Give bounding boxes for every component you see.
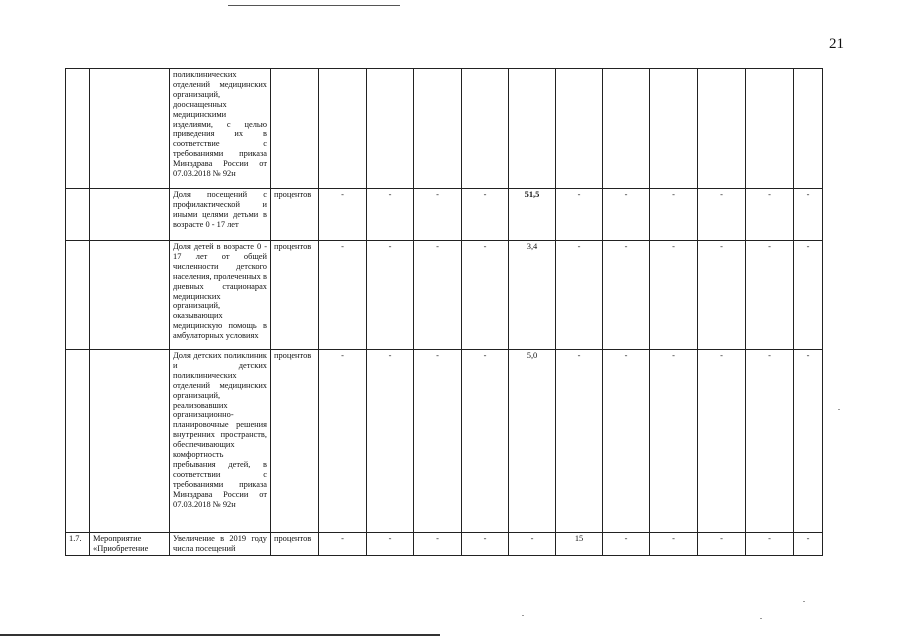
value-cell: - bbox=[650, 241, 698, 350]
value-cell: - bbox=[319, 189, 367, 241]
table-row bbox=[66, 350, 823, 533]
indicator-unit: процентов bbox=[271, 350, 319, 533]
value-cell bbox=[367, 69, 414, 189]
scan-speck bbox=[760, 618, 762, 619]
table-row bbox=[66, 241, 823, 350]
value-cell: - bbox=[509, 533, 556, 556]
value-cell: - bbox=[414, 350, 462, 533]
value-cell: - bbox=[367, 189, 414, 241]
value-cell: - bbox=[794, 241, 823, 350]
value-cell bbox=[650, 69, 698, 189]
indicator-name: Доля посещений с профилактической и иными целями детьми в возрасте 0 - 17 лет bbox=[170, 189, 271, 241]
value-cell: - bbox=[462, 189, 509, 241]
indicator-unit: процентов bbox=[271, 189, 319, 241]
value-cell: - bbox=[462, 350, 509, 533]
value-cell: - bbox=[603, 533, 650, 556]
page-number: 21 bbox=[829, 36, 844, 52]
scan-speck bbox=[522, 615, 524, 616]
value-cell: - bbox=[698, 350, 746, 533]
indicator-name: Доля детских поликлиник и детских поликлинических отделений медицинских организаций, реализовавших организационно-планировочные решения внутренних пространств, обеспечивающих комфортность пребывания детей, в соответствии с требованиями приказа Минздрава России от 07.03.2018 № 92н bbox=[170, 350, 271, 533]
value-cell: - bbox=[367, 241, 414, 350]
value-cell: - bbox=[556, 241, 603, 350]
value-cell bbox=[746, 69, 794, 189]
top-rule bbox=[228, 5, 400, 6]
value-cell bbox=[462, 69, 509, 189]
table-row bbox=[66, 189, 823, 241]
row-index: 1.7. bbox=[66, 533, 90, 556]
value-cell: - bbox=[367, 350, 414, 533]
value-cell: - bbox=[414, 189, 462, 241]
indicator-name: поликлинических отделений медицинских организаций, дооснащенных медицинскими изделиями, с целью приведения их в соответствие с требованиями приказа Минздрава России от 07.03.2018 № 92н bbox=[170, 69, 271, 189]
value-cell: - bbox=[603, 350, 650, 533]
value-cell: - bbox=[556, 350, 603, 533]
value-cell: - bbox=[794, 189, 823, 241]
value-cell: - bbox=[319, 241, 367, 350]
value-cell: - bbox=[462, 533, 509, 556]
indicator-name: Увеличение в 2019 году числа посещений bbox=[170, 533, 271, 556]
row-event bbox=[90, 189, 170, 241]
value-cell bbox=[509, 69, 556, 189]
scan-speck bbox=[803, 601, 805, 602]
row-event bbox=[90, 241, 170, 350]
row-index bbox=[66, 189, 90, 241]
value-cell: 3,4 bbox=[509, 241, 556, 350]
value-cell: - bbox=[462, 241, 509, 350]
row-event: Мероприятие «Приобретение bbox=[90, 533, 170, 556]
value-cell: - bbox=[698, 241, 746, 350]
scan-speck bbox=[838, 409, 840, 410]
indicator-unit: процентов bbox=[271, 533, 319, 556]
row-event bbox=[90, 350, 170, 533]
row-index bbox=[66, 69, 90, 189]
value-cell: - bbox=[746, 241, 794, 350]
value-cell: - bbox=[414, 241, 462, 350]
value-cell: 51,5 bbox=[509, 189, 556, 241]
indicator-table bbox=[65, 68, 823, 556]
value-cell: - bbox=[650, 350, 698, 533]
value-cell bbox=[414, 69, 462, 189]
value-cell: - bbox=[319, 350, 367, 533]
row-event bbox=[90, 69, 170, 189]
value-cell bbox=[698, 69, 746, 189]
bottom-rule bbox=[0, 634, 440, 636]
indicator-name: Доля детей в возрасте 0 - 17 лет от общей численности детского населения, пролеченных в дневных стационарах медицинских организаций, оказывающих медицинскую помощь в амбулаторных условиях bbox=[170, 241, 271, 350]
value-cell: - bbox=[698, 533, 746, 556]
value-cell: - bbox=[556, 189, 603, 241]
indicator-unit bbox=[271, 69, 319, 189]
table-row bbox=[66, 69, 823, 189]
value-cell: - bbox=[603, 241, 650, 350]
value-cell bbox=[603, 69, 650, 189]
value-cell: - bbox=[650, 189, 698, 241]
value-cell bbox=[319, 69, 367, 189]
value-cell: - bbox=[746, 350, 794, 533]
row-index bbox=[66, 350, 90, 533]
value-cell: - bbox=[650, 533, 698, 556]
row-index bbox=[66, 241, 90, 350]
value-cell: - bbox=[746, 189, 794, 241]
value-cell: - bbox=[794, 533, 823, 556]
value-cell bbox=[794, 69, 823, 189]
value-cell: - bbox=[367, 533, 414, 556]
value-cell: - bbox=[603, 189, 650, 241]
value-cell bbox=[556, 69, 603, 189]
value-cell: - bbox=[414, 533, 462, 556]
value-cell: 5,0 bbox=[509, 350, 556, 533]
value-cell: - bbox=[794, 350, 823, 533]
indicator-unit: процентов bbox=[271, 241, 319, 350]
value-cell: - bbox=[746, 533, 794, 556]
table-row bbox=[66, 533, 823, 556]
value-cell: - bbox=[319, 533, 367, 556]
value-cell: - bbox=[698, 189, 746, 241]
value-cell: 15 bbox=[556, 533, 603, 556]
